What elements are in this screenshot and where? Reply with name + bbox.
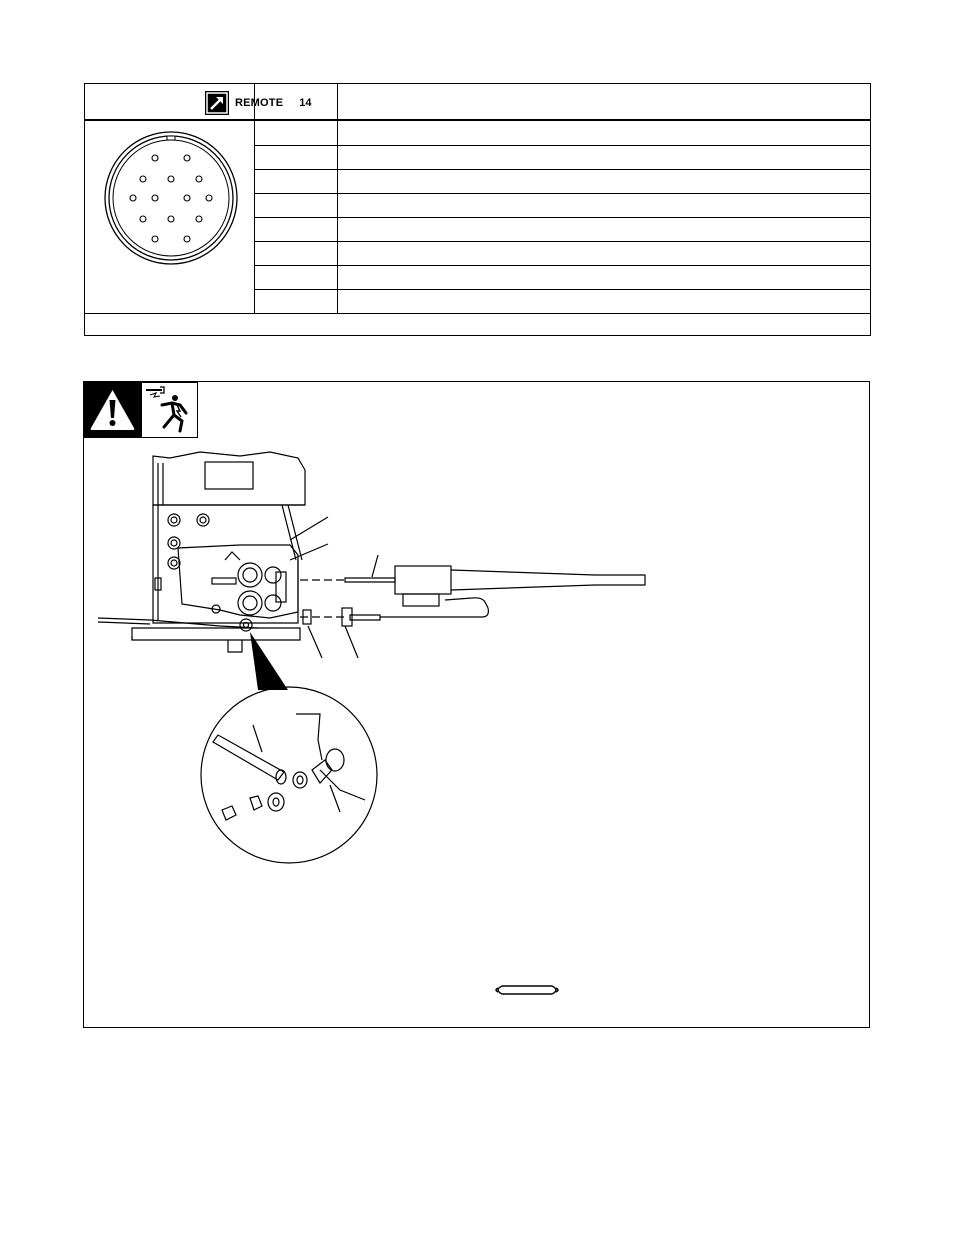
wrench-icon <box>496 986 558 994</box>
remote-label-text: REMOTE <box>235 97 284 109</box>
remote-label-number: 14 <box>299 97 312 109</box>
